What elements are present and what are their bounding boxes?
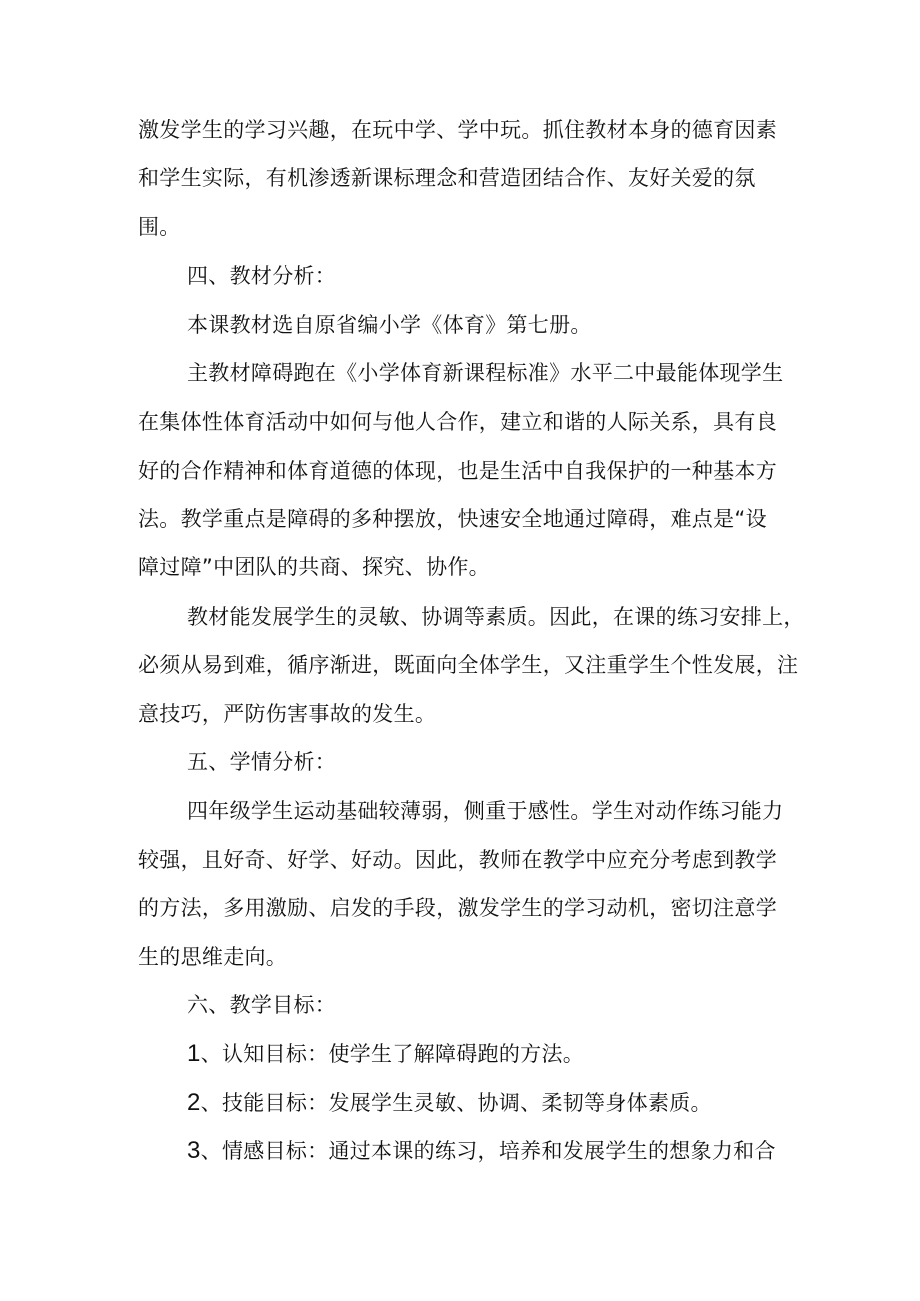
goal-number: 1: [187, 1040, 201, 1067]
paragraph-line: 教材能发展学生的灵敏、协调等素质。因此，在课的练习安排上，: [187, 605, 805, 629]
goal-text: 、情感目标：通过本课的练习，培养和发展学生的想象力和合: [200, 1139, 776, 1163]
paragraph-line: 和学生实际，有机渗透新课标理念和营造团结合作、友好关爱的氛: [138, 166, 756, 190]
section-heading: 六、教学目标：: [187, 993, 337, 1017]
section-heading: 五、学情分析：: [187, 750, 337, 774]
goal-number: 3: [187, 1137, 201, 1164]
paragraph-line: 本课教材选自原省编小学《体育》第七册。: [187, 313, 592, 337]
paragraph-line: 好的合作精神和体育道德的体现，也是生活中自我保护的一种基本方: [138, 459, 777, 483]
goal-item: [187, 1137, 776, 1165]
paragraph-line: 主教材障碍跑在《小学体育新课程标准》水平二中最能体现学生: [187, 361, 784, 385]
section-heading: 四、教材分析：: [187, 264, 337, 288]
paragraph-line: 意技巧，严防伤害事故的发生。: [138, 702, 437, 726]
paragraph-line: 必须从易到难，循序渐进，既面向全体学生，又注重学生个性发展，注: [138, 653, 799, 677]
goal-text: 、认知目标：使学生了解障碍跑的方法。: [200, 1042, 585, 1066]
paragraph-line: 较强，且好奇、好学、好动。因此，教师在教学中应充分考虑到教学: [138, 848, 777, 872]
paragraph-line: 激发学生的学习兴趣，在玩中学、学中玩。抓住教材本身的德育因素: [138, 118, 777, 142]
paragraph-line: 障过障”中团队的共商、探究、协作。: [138, 555, 490, 579]
goal-item: [187, 1089, 712, 1117]
paragraph-line: 生的思维走向。: [138, 945, 288, 969]
paragraph-line: 围。: [138, 215, 181, 239]
goal-item: [187, 1040, 584, 1068]
paragraph-line: 在集体性体育活动中如何与他人合作，建立和谐的人际关系，具有良: [138, 410, 777, 434]
paragraph-line: 四年级学生运动基础较薄弱，侧重于感性。学生对动作练习能力: [187, 799, 784, 823]
paragraph-line: 的方法，多用激励、启发的手段，激发学生的学习动机，密切注意学: [138, 896, 777, 920]
goal-number: 2: [187, 1089, 201, 1116]
goal-text: 、技能目标：发展学生灵敏、协调、柔韧等身体素质。: [200, 1091, 712, 1115]
paragraph-line: 法。教学重点是障碍的多种摆放，快速安全地通过障碍，难点是“设: [138, 507, 767, 531]
